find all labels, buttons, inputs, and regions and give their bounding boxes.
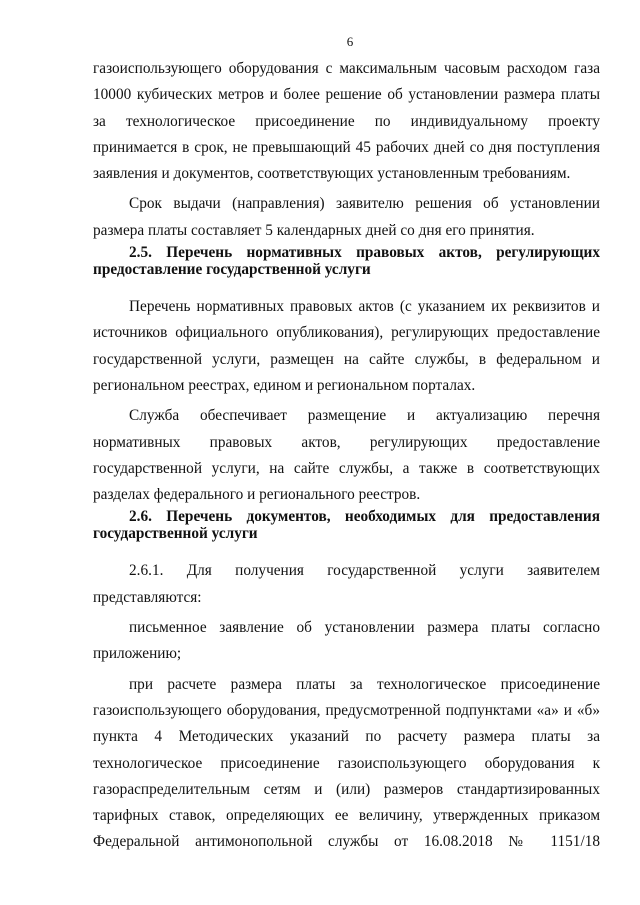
page-number: 6 (346, 34, 354, 49)
document-body (93, 56, 600, 856)
paragraph-acts-list: Перечень нормативных правовых актов (с указанием их реквизитов и источников официального опубликования), регулирующих предоставление государственной услуги, размещен на сайте службы, в федеральном и региональном реестрах, едином и региональном порталах. (93, 298, 600, 394)
paragraph-fee-calculation: при расчете размера платы за технологическое присоединение газоиспользующего оборудования, предусмотренной подпунктами «а» и «б» пункта 4 Методических указаний по расчету размера платы за технологическое присоединение газоиспользующего оборудования к газораспределительным сетям и (или) размеров стандартизированных тарифных ставок, определяющих ее величину, утвержденных приказом Федеральной антимонопольной службы от 16.08.2018 № 1151/18 (93, 675, 600, 851)
paragraph-issue-deadline: Срок выдачи (направления) заявителю решения об установлении размера платы составляет 5 календарных дней со дня его принятия. (93, 195, 600, 239)
paragraph-2-6-1: 2.6.1. Для получения государственной услуги заявителем представляются: (93, 562, 600, 606)
section-heading-2-6: 2.6. Перечень документов, необходимых для предоставления государственной услуги (93, 508, 600, 543)
paragraph-written-application: письменное заявление об установлении размера платы согласно приложению; (93, 619, 600, 663)
paragraph-continuation: газоиспользующего оборудования с максимальным часовым расходом газа 10000 кубических метров и более решение об установлении размера платы за технологическое присоединение по индивидуальному проекту принимается в срок, не превышающий 45 рабочих дней со дня поступления заявления и документов, соответствующих установленным требованиям. (93, 60, 600, 183)
paragraph-service-updates: Служба обеспечивает размещение и актуализацию перечня нормативных правовых актов, регулирующих предоставление государственной услуги, на сайте службы, а также в соответствующих разделах федерального и регионального реестров. (93, 407, 600, 504)
section-heading-2-5: 2.5. Перечень нормативных правовых актов, регулирующих предоставление государственной услуги (93, 244, 600, 279)
